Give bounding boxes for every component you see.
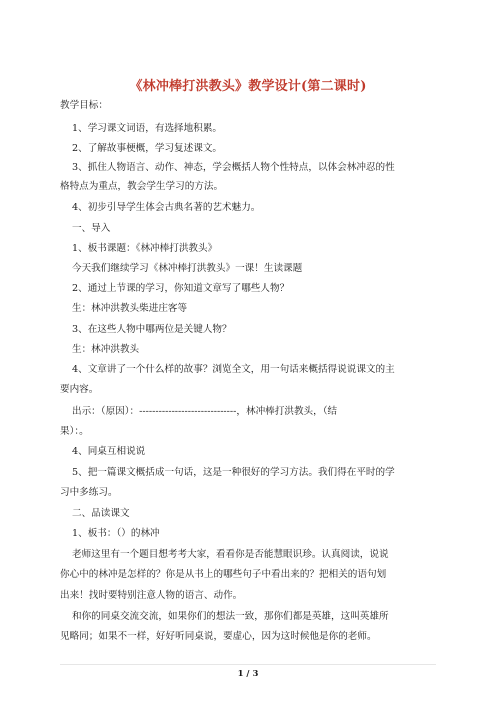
text-line: 5、把一篇课文概括成一句话，这是一种很好的学习方法。我们得在平时的学 [72, 467, 395, 478]
page-number: 1 / 3 [237, 669, 259, 679]
document-title: 《林冲棒打洪教头》教学设计(第二课时) [129, 79, 367, 94]
text-line: 3、抓住人物语言、动作、神态，学会概括人物个性特点，以体会林冲忍的性 [72, 162, 395, 173]
text-line: 生：林冲洪教头柴进庄客等 [72, 303, 188, 314]
footer-divider [60, 664, 436, 665]
section-heading: 二、品读课文 [72, 508, 130, 519]
text-line: 出示：（原因）：------------------------------，林冲棒打洪教头，（结 [72, 406, 338, 417]
text-line: 今天我们继续学习《林冲棒打洪教头》一课！生读课题 [72, 263, 303, 274]
text-line: 和你的同桌交流交流，如果你们的想法一致，那你们都是英雄，这叫英雄所 [72, 611, 389, 622]
section-heading: 一、导入 [72, 223, 111, 234]
text-line: 要内容。 [60, 384, 99, 395]
text-line: 1、板书：（）的林冲 [72, 528, 160, 539]
text-line: 你心中的林冲是怎样的？你是从书上的哪些句子中看出来的？把相关的语句划 [60, 569, 387, 580]
text-line: 1、板书课题：《林冲棒打洪教头》 [72, 243, 218, 254]
text-line: 4、同桌互相说说 [72, 446, 146, 457]
text-line: 2、通过上节课的学习，你知道文章写了哪些人物？ [72, 283, 290, 294]
text-line: 4、文章讲了一个什么样的故事？浏览全文，用一句话来概括得说说课文的主 [72, 364, 395, 375]
text-line: 出来！找时要特别注意人物的语言、动作。 [60, 590, 243, 601]
text-line: 教学目标： [60, 100, 108, 111]
text-line: 3、在这些人物中哪两位是关键人物？ [72, 324, 232, 335]
text-line: 习中多练习。 [60, 487, 118, 498]
text-line: 生：林冲洪教头 [72, 344, 140, 355]
text-line: 2、了解故事梗概，学习复述课文。 [72, 143, 223, 154]
text-line: 老师这里有一个题目想考考大家，看看你是否能慧眼识珍。认真阅读，说说 [72, 549, 389, 560]
text-line: 见略同；如果不一样，好好听同桌说，要虚心，因为这时候他是你的老师。 [60, 631, 377, 642]
text-line: 1、学习课文词语，有选择地积累。 [72, 123, 223, 134]
text-line: 格特点为重点，教会学生学习的方法。 [60, 181, 224, 192]
text-line: 果）：。 [60, 426, 89, 437]
text-line: 4、初步引导学生体会古典名著的艺术魅力。 [72, 202, 261, 213]
